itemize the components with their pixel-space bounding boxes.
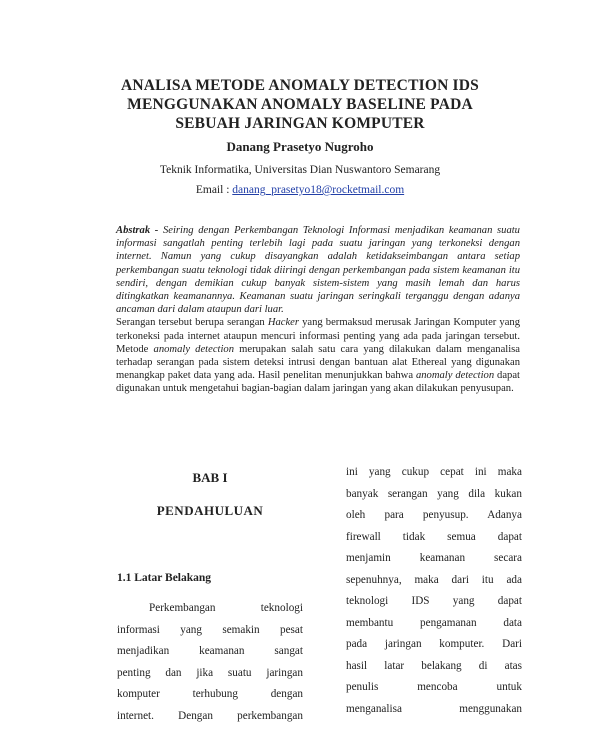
- body-line: penting dan jika suatu jaringan: [117, 666, 303, 679]
- abstract-text-2a: Serangan tersebut berupa serangan: [116, 317, 268, 329]
- author-name: Danang Prasetyo Nugroho: [226, 139, 374, 154]
- title-line-1: ANALISA METODE ANOMALY DETECTION IDS: [120, 77, 480, 94]
- body-line: membantu pengamanan data: [346, 616, 522, 629]
- author-affiliation: Teknik Informatika, Universitas Dian Nuswantoro Semarang: [159, 164, 441, 176]
- body-line: menganalisa menggunakan: [346, 702, 522, 715]
- email-label: Email :: [195, 184, 233, 196]
- body-line: Perkembangan teknologi: [149, 602, 303, 614]
- paper-title: [0, 76, 600, 133]
- abstract-paragraph-1: [116, 224, 520, 316]
- abstract-paragraph-2: [116, 316, 520, 395]
- body-line: penulis mencoba untuk: [346, 681, 522, 693]
- abstract-text-2b: yang bermaksud merusak Jaringan Komputer yang terkoneksi pada internet ataupun mencuri informasi penting yang ada pada jaringan tersebut. Metode: [116, 317, 521, 355]
- body-line: oleh para penyusup. Adanya: [346, 509, 522, 521]
- body-line: hasil latar belakang di atas: [346, 659, 522, 672]
- body-line: firewall tidak semua dapat: [346, 530, 522, 543]
- body-line: menjadikan keamanan sangat: [117, 645, 303, 657]
- abstract-text-1: Seiring dengan Perkembangan Teknologi Informasi menjadikan keamanan suatu informasi sangatlah penting terlebih lagi pada suatu jaringan yang terkoneksi dengan internet. Namun yang cukup disayangkan adalah ketidakseimbangan antara setiap perkembangan suatu teknologi tidak diiringi dengan perkembangan pada sistem keamanan itu sendiri, dengan demikian cukup banyak sistem-sistem yang masih lemah dan harus ditingkatkan keamanannya. Keamanan suatu jaringan seringkali terganggu dengan adanya ancaman dari dalam ataupun dari luar.: [116, 225, 520, 316]
- abstract-text-2d: dapat digunakan untuk mengetahui bagian-bagian dalam jaringan yang akan dilakukan penyusupan.: [116, 370, 520, 395]
- title-line-3: SEBUAH JARINGAN KOMPUTER: [175, 115, 425, 132]
- abstract-term-anomaly-detection: anomaly detection: [153, 343, 234, 355]
- chapter-title: PENDAHULUAN: [156, 503, 264, 518]
- body-line: informasi yang semakin pesat: [117, 623, 303, 636]
- body-line: internet. Dengan perkembangan: [117, 709, 303, 722]
- abstract-term-hacker: Hacker: [267, 317, 300, 329]
- left-column-body: [117, 598, 303, 727]
- abstract-text-2c: merupakan salah satu cara yang dilakukan dalam menganalisa terhadap serangan pada sistem deteksi intrusi dengan bantuan alat Ethereal yang digunakan menangkap paket data yang ada. Hasil penelitan menunjukkan bahwa: [116, 343, 520, 382]
- body-line: sepenuhnya, maka dari itu ada: [346, 573, 522, 586]
- body-line: teknologi IDS yang dapat: [346, 595, 522, 607]
- chapter-number: BAB I: [192, 470, 228, 485]
- body-line: pada jaringan komputer. Dari: [346, 638, 522, 650]
- body-line: ini yang cukup cepat ini maka: [346, 466, 522, 478]
- title-line-2: MENGGUNAKAN ANOMALY BASELINE PADA: [127, 96, 473, 113]
- email-link[interactable]: danang_prasetyo18@rocketmail.com: [232, 184, 405, 196]
- abstract-label: Abstrak -: [116, 225, 159, 236]
- body-line: banyak serangan yang dila kukan: [346, 487, 522, 500]
- body-line: komputer terhubung dengan: [117, 688, 303, 700]
- abstract: [116, 224, 520, 396]
- body-line: menjamin keamanan secara: [346, 552, 522, 564]
- section-heading: 1.1 Latar Belakang: [117, 572, 212, 584]
- right-column-body: [346, 462, 522, 720]
- abstract-term-anomaly-detection-2: anomaly detection: [415, 370, 495, 382]
- author-email: [0, 184, 600, 196]
